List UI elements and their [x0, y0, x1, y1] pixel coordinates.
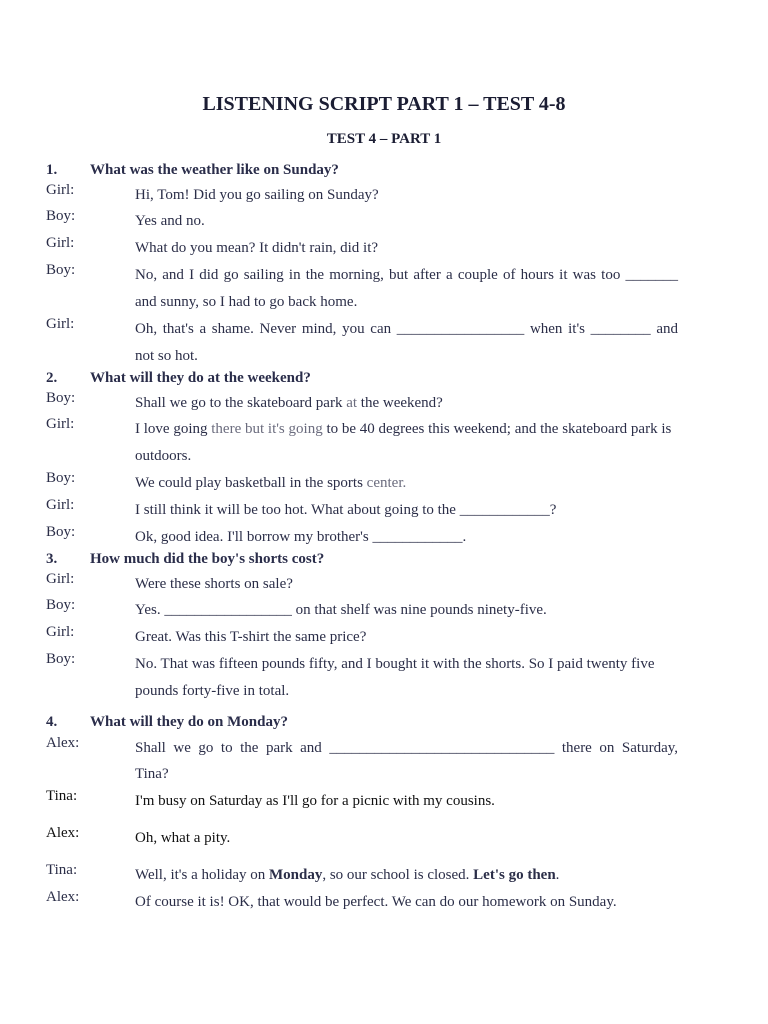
- dialogue-text: I'm busy on Saturday as I'll go for a picnic with my cousins.: [135, 793, 495, 809]
- question-text: What was the weather like on Sunday?: [90, 162, 339, 178]
- text-run-bold: Let's go then: [473, 867, 556, 883]
- speaker-label: Girl:: [46, 182, 75, 198]
- dialogue-text: I still think it will be too hot. What about going to the ____________?: [135, 502, 557, 518]
- speaker-label: Boy:: [46, 597, 76, 613]
- speaker-label: Girl:: [46, 316, 75, 332]
- dialogue-text: [135, 862, 678, 889]
- text-run: I love going: [135, 421, 212, 437]
- question-4: [46, 714, 288, 731]
- speaker-label: Tina:: [46, 788, 78, 804]
- text-run-bold: Monday: [268, 867, 323, 883]
- text-run-grey: center.: [366, 475, 407, 491]
- page-subtitle: TEST 4 – PART 1: [326, 131, 442, 147]
- speaker-label: Tina:: [46, 862, 78, 878]
- dialogue-text-continued: Tina?: [135, 766, 169, 782]
- question-number: 3.: [46, 551, 58, 567]
- speaker-label: Boy:: [46, 262, 76, 278]
- speaker-label: Girl:: [46, 497, 75, 513]
- speaker-label: Alex:: [46, 735, 80, 751]
- dialogue-text: Shall we go to the park and ______________________________ there on Saturday,: [135, 740, 678, 756]
- text-run: .: [555, 867, 560, 883]
- text-run: We could play basketball in the sports: [135, 475, 367, 491]
- speaker-label: Boy:: [46, 470, 76, 486]
- dialogue-text: Oh, that's a shame. Never mind, you can _________________ when it's ________ and: [135, 321, 678, 337]
- speaker-label: Girl:: [46, 571, 75, 587]
- question-number: 1.: [46, 162, 58, 178]
- dialogue-text: Great. Was this T-shirt the same price?: [135, 629, 367, 645]
- dialogue-text: Hi, Tom! Did you go sailing on Sunday?: [135, 187, 379, 203]
- dialogue-text: Were these shorts on sale?: [135, 576, 293, 592]
- text-run: , so our school is closed.: [322, 867, 474, 883]
- speaker-label: Girl:: [46, 416, 75, 432]
- speaker-label: Boy:: [46, 390, 76, 406]
- question-1: [46, 162, 339, 179]
- question-text: What will they do on Monday?: [90, 714, 288, 730]
- dialogue-text: No, and I did go sailing in the morning, but after a couple of hours it was too _______: [135, 267, 678, 283]
- text-run: to be 40 degrees this weekend; and the skateboard park is: [322, 421, 672, 437]
- page-title: LISTENING SCRIPT PART 1 – TEST 4-8: [202, 93, 566, 115]
- dialogue-text: Of course it is! OK, that would be perfect. We can do our homework on Sunday.: [135, 894, 617, 910]
- dialogue-text: [135, 470, 678, 497]
- dialogue-text: [135, 416, 678, 443]
- dialogue-text: [135, 390, 678, 417]
- dialogue-text: Ok, good idea. I'll borrow my brother's ____________.: [135, 529, 467, 545]
- speaker-label: Boy:: [46, 208, 76, 224]
- question-number: 2.: [46, 370, 58, 386]
- speaker-label: Girl:: [46, 235, 75, 251]
- speaker-label: Boy:: [46, 651, 76, 667]
- dialogue-text-continued: not so hot.: [135, 348, 198, 364]
- dialogue-text: Yes and no.: [135, 213, 205, 229]
- dialogue-text: Oh, what a pity.: [135, 830, 231, 846]
- speaker-label: Alex:: [46, 889, 80, 905]
- question-number: 4.: [46, 714, 58, 730]
- text-run: Well, it's a holiday on: [135, 867, 269, 883]
- dialogue-text-continued: outdoors.: [135, 448, 192, 464]
- speaker-label: Boy:: [46, 524, 76, 540]
- dialogue-text: Yes. _________________ on that shelf was nine pounds ninety-five.: [135, 602, 547, 618]
- text-run: Shall we go to the skateboard park: [135, 395, 347, 411]
- text-run-grey: there but it's going: [211, 421, 323, 437]
- dialogue-text-continued: and sunny, so I had to go back home.: [135, 294, 358, 310]
- question-2: [46, 370, 311, 387]
- dialogue-text-continued: pounds forty-five in total.: [135, 683, 290, 699]
- speaker-label: Girl:: [46, 624, 75, 640]
- question-text: How much did the boy's shorts cost?: [90, 551, 325, 567]
- speaker-label: Alex:: [46, 825, 80, 841]
- question-3: [46, 551, 324, 568]
- dialogue-text: No. That was fifteen pounds fifty, and I bought it with the shorts. So I paid twenty five: [135, 656, 655, 672]
- text-run-grey: at: [346, 395, 358, 411]
- text-run: the weekend?: [357, 395, 443, 411]
- question-text: What will they do at the weekend?: [90, 370, 311, 386]
- dialogue-text: What do you mean? It didn't rain, did it?: [135, 240, 379, 256]
